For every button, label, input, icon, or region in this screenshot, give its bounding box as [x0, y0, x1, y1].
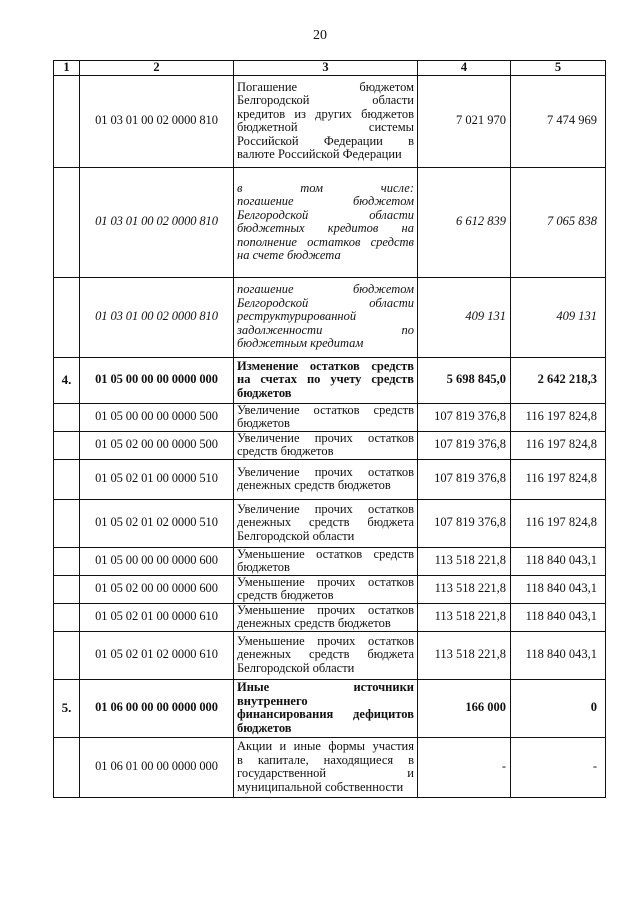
description-line: внутреннего	[237, 693, 308, 708]
row-number: 5.	[54, 679, 80, 737]
description-line: государственной и	[237, 766, 414, 780]
description-line: Увеличение прочих остатков	[237, 430, 414, 445]
source-description	[234, 75, 418, 167]
table-row	[54, 403, 606, 431]
budget-code: 01 05 02 00 00 0000 500	[80, 431, 234, 459]
description-line: бюджетов	[237, 560, 290, 574]
description-line: Белгородской области	[237, 295, 414, 310]
table-row	[54, 631, 606, 679]
description-line: погашение бюджетом	[237, 282, 414, 297]
table-row	[54, 575, 606, 603]
description-line: Белгородской области	[237, 528, 355, 543]
description-line: пополнение остатков средств	[237, 234, 414, 249]
budget-code: 01 05 00 00 00 0000 600	[80, 547, 234, 575]
amount-col-4: 107 819 376,8	[418, 459, 511, 499]
description-line: Белгородской области	[237, 660, 355, 675]
description-line: Акции и иные формы участия	[237, 739, 414, 753]
amount-col-4: 409 131	[418, 277, 511, 357]
description-line: денежных средств бюджета	[237, 647, 414, 662]
budget-code: 01 06 00 00 00 0000 000	[80, 679, 234, 737]
description-line: денежных средств бюджетов	[237, 616, 391, 630]
amount-col-5: 116 197 824,8	[511, 499, 606, 547]
row-number	[54, 603, 80, 631]
description-line: погашение бюджетом	[237, 194, 414, 208]
description-line: Увеличение остатков средств	[237, 402, 414, 417]
budget-code: 01 03 01 00 02 0000 810	[80, 167, 234, 277]
row-number	[54, 167, 80, 277]
budget-code: 01 05 02 01 02 0000 510	[80, 499, 234, 547]
amount-col-4: 7 021 970	[418, 75, 511, 167]
description-line: бюджетов	[237, 416, 290, 430]
row-number: 4.	[54, 357, 80, 403]
description-line: на счетах по учету средств	[237, 372, 414, 387]
description-line: денежных средств бюджета	[237, 515, 414, 530]
row-number	[54, 431, 80, 459]
row-number	[54, 575, 80, 603]
header-col-3: 3	[234, 61, 418, 76]
description-line: Уменьшение прочих остатков	[237, 633, 414, 648]
table-body	[54, 75, 606, 797]
amount-col-5: 118 840 043,1	[511, 631, 606, 679]
description-line: в том числе:	[237, 180, 414, 195]
row-number	[54, 403, 80, 431]
row-number	[54, 459, 80, 499]
amount-col-5: 118 840 043,1	[511, 547, 606, 575]
description-line: Изменение остатков средств	[237, 358, 414, 373]
budget-code: 01 03 01 00 02 0000 810	[80, 277, 234, 357]
row-number	[54, 499, 80, 547]
description-line: средств бюджетов	[237, 588, 334, 602]
table-row	[54, 499, 606, 547]
amount-col-4: 107 819 376,8	[418, 431, 511, 459]
amount-col-4: 107 819 376,8	[418, 403, 511, 431]
table-row	[54, 75, 606, 167]
amount-col-4: 5 698 845,0	[418, 357, 511, 403]
source-description	[234, 431, 418, 459]
table-row	[54, 357, 606, 403]
header-col-2: 2	[80, 61, 234, 76]
amount-col-4: 113 518 221,8	[418, 547, 511, 575]
row-number	[54, 737, 80, 797]
description-line: Погашение бюджетом	[237, 79, 414, 94]
source-description	[234, 575, 418, 603]
budget-code: 01 05 00 00 00 0000 000	[80, 357, 234, 403]
description-line: Уменьшение остатков средств	[237, 546, 414, 561]
budget-code: 01 05 02 01 00 0000 510	[80, 459, 234, 499]
amount-col-4: 113 518 221,8	[418, 575, 511, 603]
description-line: Увеличение прочих остатков	[237, 501, 414, 516]
budget-code: 01 05 02 01 02 0000 610	[80, 631, 234, 679]
amount-col-4: 6 612 839	[418, 167, 511, 277]
budget-code: 01 05 02 00 00 0000 600	[80, 575, 234, 603]
description-line: Увеличение прочих остатков	[237, 464, 414, 479]
row-number	[54, 277, 80, 357]
amount-col-5: 2 642 218,3	[511, 357, 606, 403]
header-col-5: 5	[511, 61, 606, 76]
table-row	[54, 679, 606, 737]
table-row	[54, 431, 606, 459]
amount-col-4: 113 518 221,8	[418, 631, 511, 679]
amount-col-4: 113 518 221,8	[418, 603, 511, 631]
amount-col-5: 7 065 838	[511, 167, 606, 277]
amount-col-4: -	[418, 737, 511, 797]
row-number	[54, 631, 80, 679]
table-row	[54, 547, 606, 575]
table-row	[54, 277, 606, 357]
description-line: бюджетов	[237, 385, 292, 400]
budget-code: 01 03 01 00 02 0000 810	[80, 75, 234, 167]
description-line: Белгородской области	[237, 207, 414, 222]
sources-table	[53, 60, 606, 798]
description-line: кредитов из других бюджетов	[237, 106, 414, 121]
source-description	[234, 459, 418, 499]
source-description	[234, 679, 418, 737]
table-row	[54, 459, 606, 499]
amount-col-5: -	[511, 737, 606, 797]
description-line: в капитале, находящиеся в	[237, 752, 414, 767]
source-description	[234, 547, 418, 575]
budget-code: 01 05 00 00 00 0000 500	[80, 403, 234, 431]
row-number	[54, 75, 80, 167]
page-number: 20	[313, 28, 327, 43]
source-description	[234, 603, 418, 631]
description-line: задолженности по	[237, 322, 414, 337]
amount-col-5: 116 197 824,8	[511, 403, 606, 431]
description-line: бюджетов	[237, 720, 292, 735]
source-description	[234, 167, 418, 277]
source-description	[234, 737, 418, 797]
description-line: бюджетной системы	[237, 120, 414, 134]
source-description	[234, 631, 418, 679]
description-line: Иные источники	[237, 680, 414, 694]
table-row	[54, 737, 606, 797]
description-line: финансирования дефицитов	[237, 707, 414, 721]
description-line: реструктурированной	[237, 309, 357, 324]
table-row	[54, 167, 606, 277]
description-line: средств бюджетов	[237, 444, 334, 458]
amount-col-5: 0	[511, 679, 606, 737]
budget-code: 01 06 01 00 00 0000 000	[80, 737, 234, 797]
description-line: Уменьшение прочих остатков	[237, 602, 414, 617]
description-line: Белгородской области	[237, 93, 414, 107]
description-line: валюте Российской Федерации	[237, 147, 402, 161]
amount-col-4: 166 000	[418, 679, 511, 737]
amount-col-5: 116 197 824,8	[511, 431, 606, 459]
description-line: муниципальной собственности	[237, 779, 404, 794]
budget-code: 01 05 02 01 00 0000 610	[80, 603, 234, 631]
description-line: бюджетным кредитам	[237, 336, 364, 351]
description-line: на счете бюджета	[237, 248, 341, 262]
description-line: бюджетных кредитов на	[237, 221, 414, 235]
table-row	[54, 603, 606, 631]
source-description	[234, 357, 418, 403]
amount-col-5: 118 840 043,1	[511, 575, 606, 603]
header-col-4: 4	[418, 61, 511, 76]
description-line: денежных средств бюджетов	[237, 478, 391, 492]
header-row	[54, 61, 606, 76]
description-line: Уменьшение прочих остатков	[237, 574, 414, 589]
source-description	[234, 403, 418, 431]
header-col-1: 1	[54, 61, 80, 76]
amount-col-4: 107 819 376,8	[418, 499, 511, 547]
source-description	[234, 499, 418, 547]
amount-col-5: 118 840 043,1	[511, 603, 606, 631]
description-line: Российской Федерации в	[237, 133, 414, 148]
source-description	[234, 277, 418, 357]
amount-col-5: 7 474 969	[511, 75, 606, 167]
row-number	[54, 547, 80, 575]
amount-col-5: 409 131	[511, 277, 606, 357]
amount-col-5: 116 197 824,8	[511, 459, 606, 499]
